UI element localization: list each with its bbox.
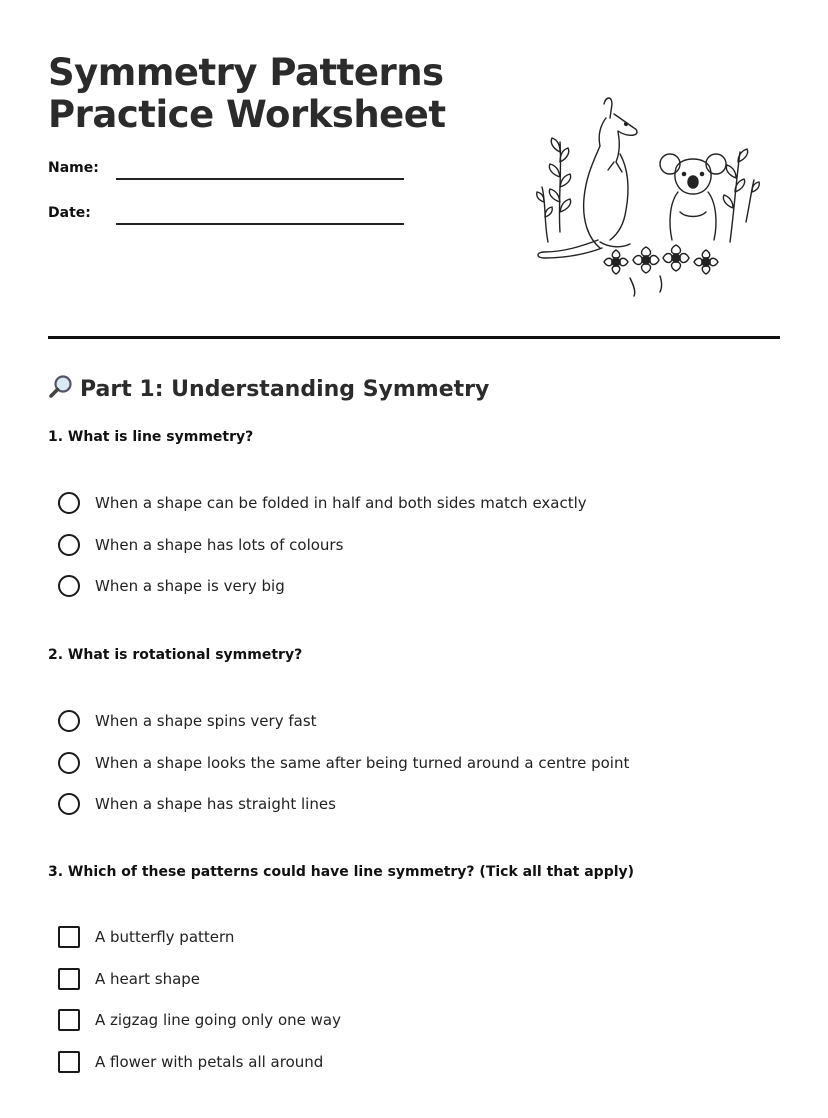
worksheet-title	[48, 52, 446, 136]
option-label: When a shape has lots of colours	[95, 535, 344, 554]
radio-button[interactable]	[58, 793, 80, 815]
radio-button[interactable]	[58, 492, 80, 514]
date-label: Date:	[48, 205, 91, 221]
date-write-line[interactable]	[116, 223, 404, 225]
option-label: When a shape has straight lines	[95, 795, 336, 813]
option-label: When a shape can be folded in half and both sides match exactly	[95, 494, 587, 512]
title-line-2: Practice Worksheet	[48, 93, 446, 136]
part1-title: Part 1: Understanding Symmetry	[80, 377, 490, 402]
radio-button[interactable]	[58, 534, 80, 556]
option-label: A zigzag line going only one way	[95, 1011, 341, 1029]
name-write-line[interactable]	[116, 178, 404, 180]
option-label: When a shape looks the same after being turned around a centre point	[95, 753, 630, 772]
title-line-1: Symmetry Patterns	[48, 51, 444, 94]
option-label: A flower with petals all around	[95, 1052, 324, 1071]
part1-heading	[48, 374, 489, 405]
option-label: When a shape is very big	[95, 577, 285, 595]
checkbox[interactable]	[58, 1051, 80, 1073]
question-3: 3. Which of these patterns could have line symmetry? (Tick all that apply)	[48, 864, 635, 880]
kangaroo-koala-illustration	[530, 92, 760, 302]
option-label: A butterfly pattern	[95, 928, 235, 946]
option-label: When a shape spins very fast	[95, 712, 317, 730]
option-label: A heart shape	[95, 969, 201, 988]
radio-button[interactable]	[58, 575, 80, 597]
checkbox[interactable]	[58, 926, 80, 948]
question-1: 1. What is line symmetry?	[48, 429, 254, 445]
checkbox[interactable]	[58, 1009, 80, 1031]
section-divider	[48, 336, 780, 339]
magnifying-glass-icon	[48, 374, 74, 400]
name-label: Name:	[48, 160, 99, 176]
question-2: 2. What is rotational symmetry?	[48, 647, 303, 663]
checkbox[interactable]	[58, 968, 80, 990]
radio-button[interactable]	[58, 752, 80, 774]
radio-button[interactable]	[58, 710, 80, 732]
